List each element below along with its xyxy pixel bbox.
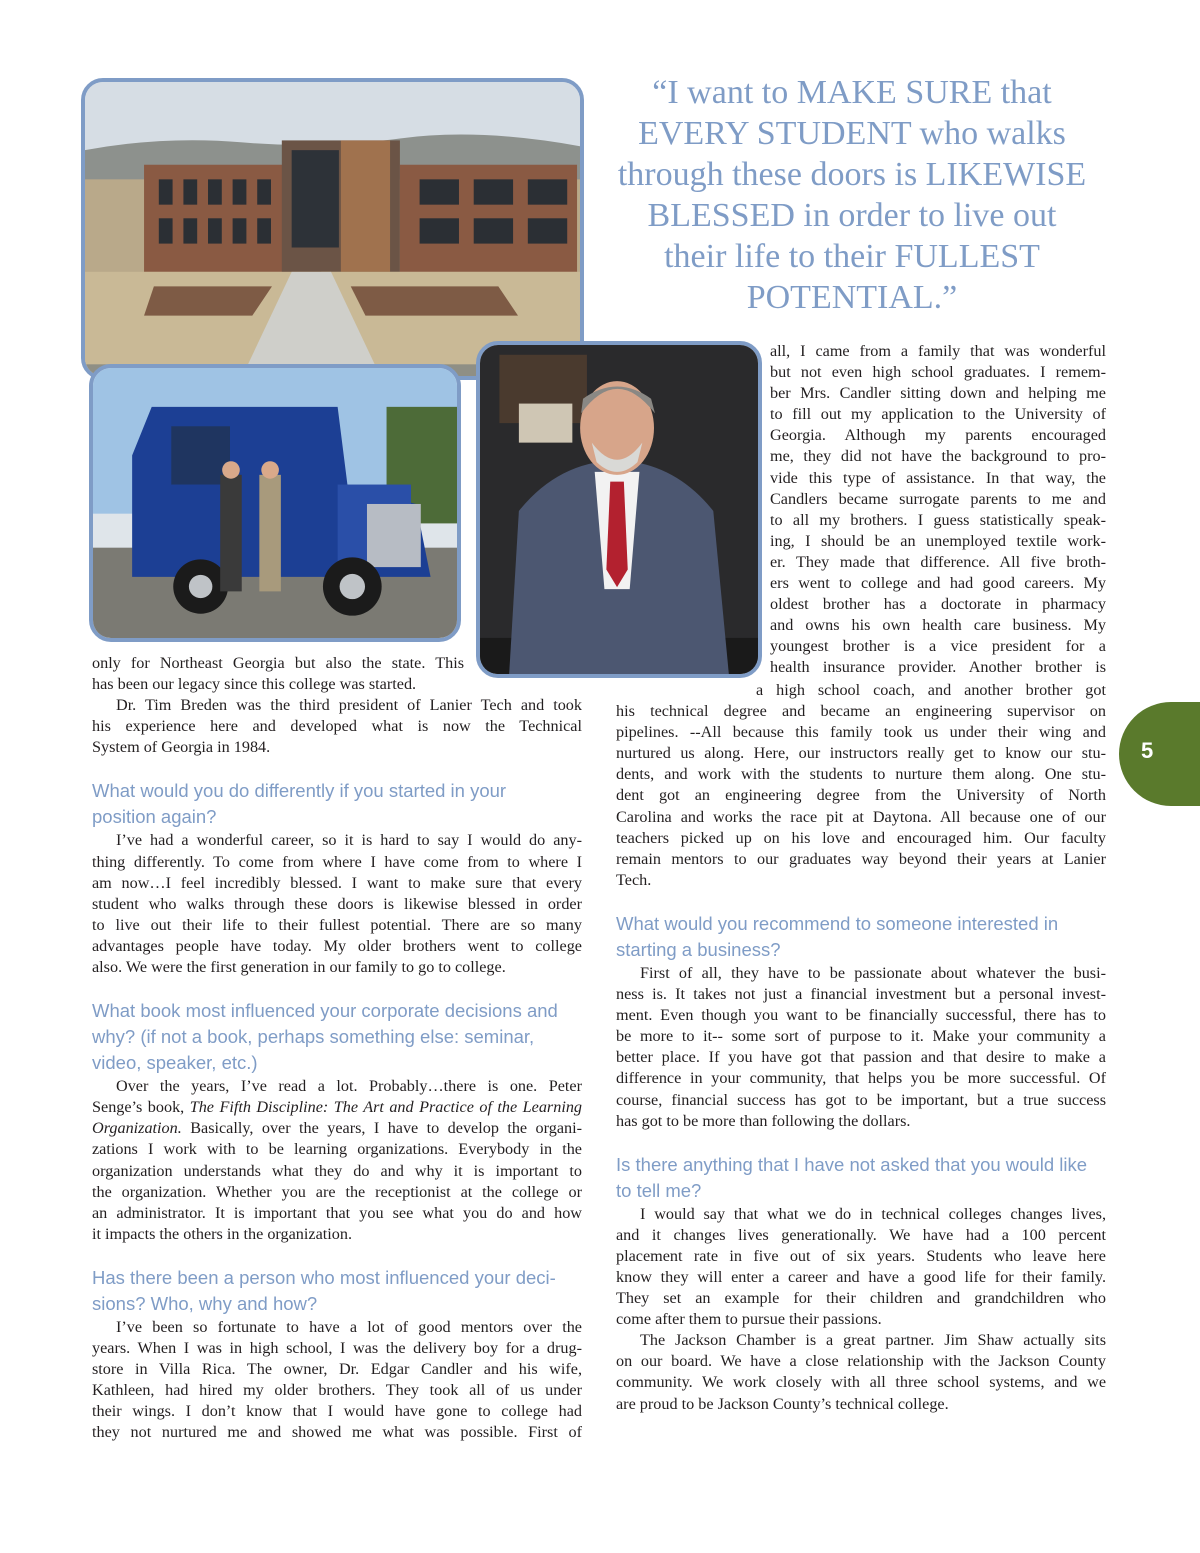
text-line: be more to it-- some sort of purpose to it. Make your community a [616,1027,1106,1046]
text-line: Over the years, I’ve read a lot. Probably…there is one. Peter [116,1077,582,1096]
text-line: come after them to pursue their passions. [616,1310,882,1329]
heading-line: starting a business? [616,938,781,960]
text-line: his experience here and developed what is now the Technical [92,717,582,736]
text-line: health insurance provider. Another brother is [770,658,1106,677]
text-line: Georgia. Although my parents encouraged [770,426,1106,445]
president-portrait-photo [476,341,762,678]
text-line: an administrator. It is important that you see what you do and how [92,1203,582,1222]
pull-quote-line: BLESSED in order to live out [647,197,1057,234]
text-line [92,1097,582,1118]
heading-line: Has there been a person who most influenced your deci- [92,1266,556,1288]
text-line: only for Northeast Georgia but also the state. This [92,654,464,672]
text-line: better place. If you have got that passion and that desire to make a [616,1048,1106,1067]
book-title: The Fifth Discipline: The Art and Practice of the Learning [189,1098,583,1117]
question-heading [616,1152,1106,1204]
text-line: Candlers became surrogate parents to me and [770,489,1106,508]
text-line: student who walks through these doors is likewise blessed in order [92,894,582,913]
heading-line: video, speaker, etc.) [92,1052,258,1074]
text-line: to live out their life to their fullest potential. There are so many [92,915,582,934]
text-line: a high school coach, and another brother got [756,681,1106,699]
text-line: youngest brother is a vice president for a [770,637,1106,656]
heading-line: What book most influenced your corporate decisions and [92,1000,558,1022]
text-line: They set an example for their children and grandchildren who [616,1289,1106,1308]
text-line: it impacts the others in the organization. [92,1224,352,1243]
text-line: pipelines. --All because this family took us under their wing and [616,723,1106,742]
text-line: Dr. Tim Breden was the third president of Lanier Tech and took [116,696,582,715]
text-line: placement rate in five out of six years. Students who leave here [616,1246,1106,1265]
text-line: the organization. Whether you are the receptionist at the college or [92,1182,582,1201]
heading-line: why? (if not a book, perhaps something else: seminar, [92,1026,535,1048]
text-line: Carolina and works the race pit at Daytona. All because one of our [616,807,1106,826]
question-heading [92,998,582,1076]
text-line: advantages people have today. My older brothers went to college [92,936,582,955]
text-line: course, financial success has got to be important, but a true success [616,1090,1106,1109]
heading-line: Is there anything that I have not asked that you would like [616,1153,1088,1175]
pull-quote-line: through these doors is LIKEWISE [617,156,1087,193]
text-line: First of all, they have to be passionate about whatever the busi- [640,963,1106,982]
text-line: has been our legacy since this college was started. [92,675,417,694]
text-line: are proud to be Jackson County’s technical college. [616,1394,949,1413]
pull-quote [596,72,1108,318]
text-line: also. We were the first generation in our family to go to college. [92,958,506,977]
pull-quote-line: their life to their FULLEST [664,238,1040,275]
text-line: dent got an engineering degree from the University of North [616,786,1106,805]
text-line: know they will enter a career and have a good life for their family. [616,1267,1106,1286]
heading-line: What would you do differently if you started in your [92,780,507,802]
question-heading [616,911,1106,963]
answer-paragraph [616,1330,1106,1414]
text-line: am now…I feel incredibly blessed. I want to make sure that every [92,873,582,892]
pull-quote-line: POTENTIAL.” [746,279,958,316]
text-line: their wings. I don’t know that I would have gone to college had [92,1402,582,1421]
portrait-illustration [480,345,758,674]
heading-line: to tell me? [616,1179,702,1201]
text-line: oldest brother has a doctorate in pharmacy [770,595,1106,614]
text-line: er. They made that difference. All five broth- [770,552,1106,571]
text-line: community. We work closely with all three school systems, and we [616,1373,1106,1392]
text-line: me, they did not have the background to pro- [770,447,1106,466]
pull-quote-line: “I want to MAKE SURE that [652,74,1052,111]
text-line: ness is. It takes not just a financial investment but a personal invest- [616,985,1106,1004]
text-line: ers went to college and had good careers. My [770,574,1106,593]
text-line: years. When I was in high school, I was the delivery boy for a drug- [92,1338,582,1357]
text-line: ment. Even though you want to be financially successful, there has to [616,1006,1106,1025]
text-line: and it changes lives generationally. We have had a 100 percent [616,1225,1106,1244]
text-run: Basically, over the years, I have to develop the organi- [181,1119,582,1138]
text-line: dents, and work with the students to nurture them along. One stu- [616,765,1106,784]
intro-paragraph [92,653,464,695]
answer-paragraph [92,1076,582,1245]
heading-line: What would you recommend to someone interested in [616,912,1059,934]
breden-paragraph [92,695,582,758]
text-line: to all my brothers. I guess statistically speak- [770,510,1106,529]
text-line: but not even high school graduates. I remem- [770,363,1106,382]
text-line: The Jackson Chamber is a great partner. Jim Shaw actually sits [640,1331,1106,1350]
right-column [616,680,1106,1415]
text-line: vide this type of assistance. In that way, the [770,468,1106,487]
text-line [92,1118,582,1139]
text-line: System of Georgia in 1984. [92,738,271,757]
text-line: store in Villa Rica. The owner, Dr. Edgar Candler and his wife, [92,1360,582,1379]
question-heading [92,778,582,830]
page-number-tab [1119,702,1200,806]
text-line: I’ve been so fortunate to have a lot of good mentors over the [116,1317,582,1336]
text-line: his technical degree and became an engineering supervisor on [616,702,1106,721]
truck-photo [89,364,461,642]
heading-line: sions? Who, why and how? [92,1292,318,1314]
text-line: I’ve had a wonderful career, so it is hard to say I would do any- [116,831,582,850]
campus-building-illustration [85,82,580,376]
left-column [92,653,582,1443]
text-line: Kathleen, had hired my older brothers. They took all of us under [92,1381,582,1400]
text-line: and owns his own health care business. My [770,616,1106,635]
person-2 [259,475,281,592]
text-line: to fill out my application to the University of [770,405,1106,424]
answer-paragraph [616,1204,1106,1331]
pull-quote-line: EVERY STUDENT who walks [638,115,1066,152]
text-line: zations I work with to be learning organizations. Everybody in the [92,1140,582,1159]
text-line: I would say that what we do in technical colleges changes lives, [640,1204,1106,1223]
text-line: ing, I should be an unemployed textile work- [770,531,1106,550]
text-line: Tech. [616,870,652,889]
text-line: difference in your community, that helps you be more successful. Of [616,1069,1106,1088]
text-line: teachers picked up on his love and encouraged him. Our faculty [616,828,1106,847]
heading-line: position again? [92,806,217,828]
answer-paragraph [92,1317,582,1444]
text-line: on our board. We have a close relationship with the Jackson County [616,1352,1106,1371]
text-line: they not nurtured me and showed me what was possible. First of [92,1423,582,1442]
text-line: remain mentors to our graduates way beyond their years at Lanier [616,849,1106,868]
text-line: nurtured us along. Here, our instructors really get to know our stu- [616,744,1106,763]
page-number: 5 [1141,738,1154,763]
text-line: thing differently. To come from where I have come from to where I [92,852,582,871]
text-line: organization understands what they do and why it is important to [92,1161,582,1180]
text-line: all, I came from a family that was wonderful [770,342,1106,360]
text-line: ber Mrs. Candler sitting down and helping me [770,384,1106,403]
right-column-wrap [770,341,1106,679]
text-run: Senge’s book, [92,1098,190,1117]
question-heading [92,1265,582,1317]
campus-building-photo [81,78,584,380]
person-1 [220,475,242,592]
answer-paragraph [616,963,1106,1132]
text-line: has got to be more than following the dollars. [616,1111,911,1130]
truck-illustration [93,368,457,638]
answer-paragraph [92,830,582,978]
book-title: Organization. [92,1119,182,1138]
